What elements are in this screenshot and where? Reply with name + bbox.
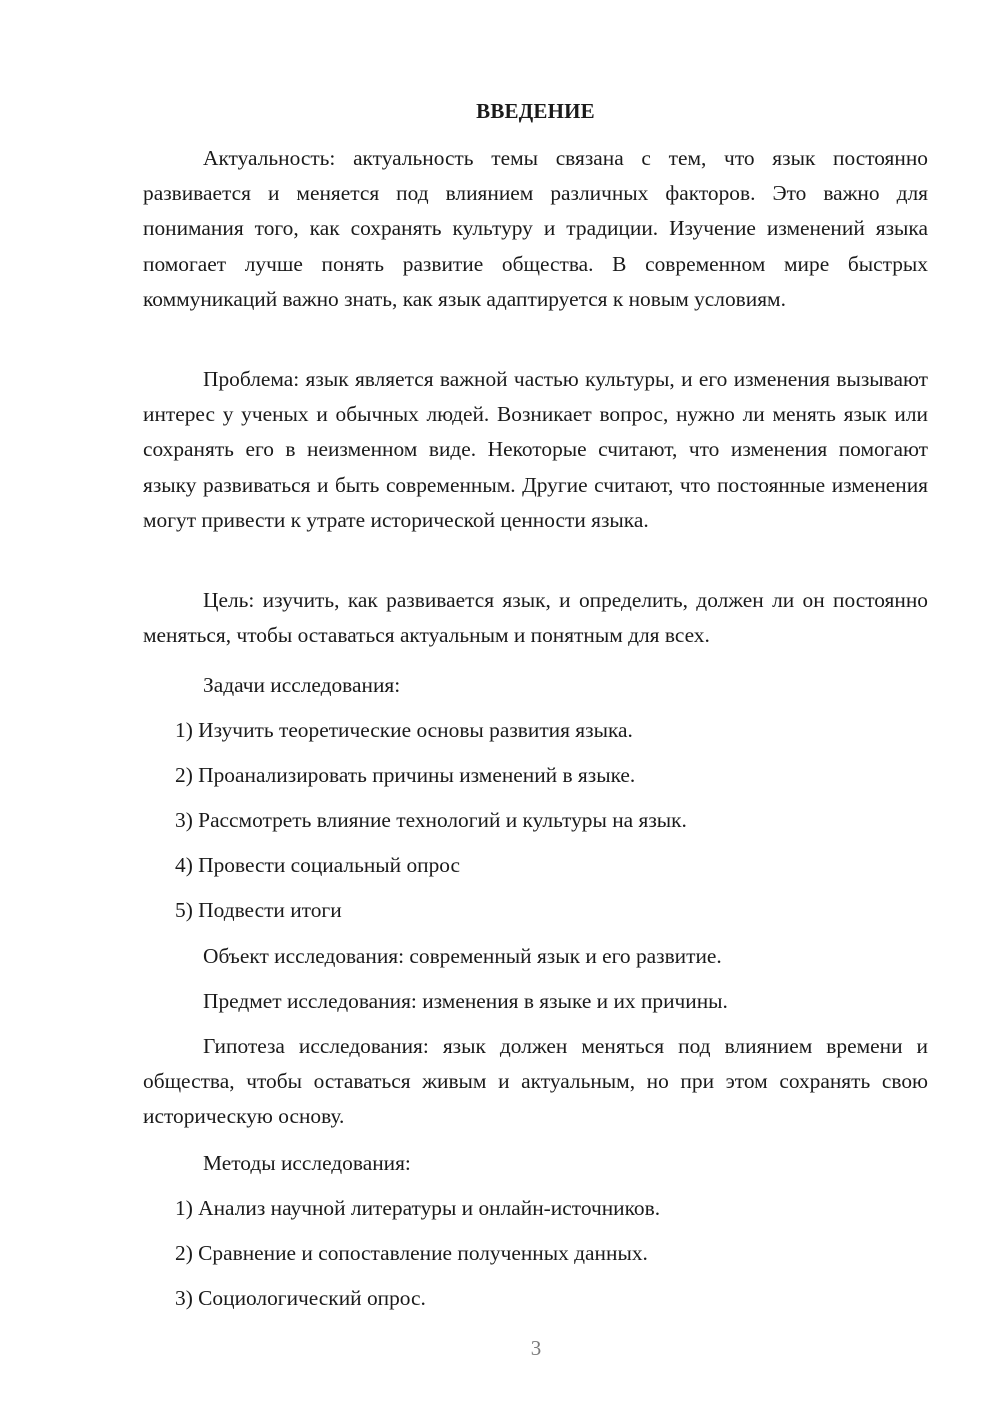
tasks-heading: Задачи исследования:	[203, 673, 401, 697]
hypothesis-paragraph: Гипотеза исследования: язык должен меняться под влиянием времени и общества, чтобы оставаться живым и актуальным, но при этом сохранять свою историческую основу.	[143, 1034, 928, 1129]
page-title: ВВЕДЕНИЕ	[476, 99, 595, 123]
task-item: 4) Провести социальный опрос	[175, 853, 461, 877]
relevance-paragraph: Актуальность: актуальность темы связана с тем, что язык постоянно развивается и меняется под влиянием различных факторов. Это важно для понимания того, как сохранять культуру и традиции. Изучение изменений языка помогает лучше понять развитие общества. В современном мире быстрых коммуникаций важно знать, как язык адаптируется к новым условиям.	[143, 146, 928, 311]
task-item: 2) Проанализировать причины изменений в языке.	[175, 763, 636, 787]
task-item: 3) Рассмотреть влияние технологий и культуры на язык.	[175, 808, 687, 832]
method-item: 2) Сравнение и сопоставление полученных данных.	[175, 1241, 648, 1265]
page-number: 3	[530, 1336, 542, 1360]
method-item: 1) Анализ научной литературы и онлайн-источников.	[175, 1196, 661, 1220]
subject-line: Предмет исследования: изменения в языке и их причины.	[203, 989, 728, 1013]
task-item: 1) Изучить теоретические основы развития языка.	[175, 718, 633, 742]
methods-heading: Методы исследования:	[203, 1151, 411, 1175]
problem-paragraph: Проблема: язык является важной частью культуры, и его изменения вызывают интерес у ученых и обычных людей. Возникает вопрос, нужно ли менять язык или сохранять его в неизменном виде. Некоторые считают, что изменения помогают языку развиваться и быть современным. Другие считают, что постоянные изменения могут привести к утрате исторической ценности языка.	[143, 367, 928, 532]
goal-paragraph: Цель: изучить, как развивается язык, и определить, должен ли он постоянно меняться, чтобы оставаться актуальным и понятным для всех.	[143, 588, 928, 648]
method-item: 3) Социологический опрос.	[175, 1286, 426, 1310]
task-item: 5) Подвести итоги	[175, 898, 342, 922]
object-line: Объект исследования: современный язык и его развитие.	[203, 944, 722, 968]
